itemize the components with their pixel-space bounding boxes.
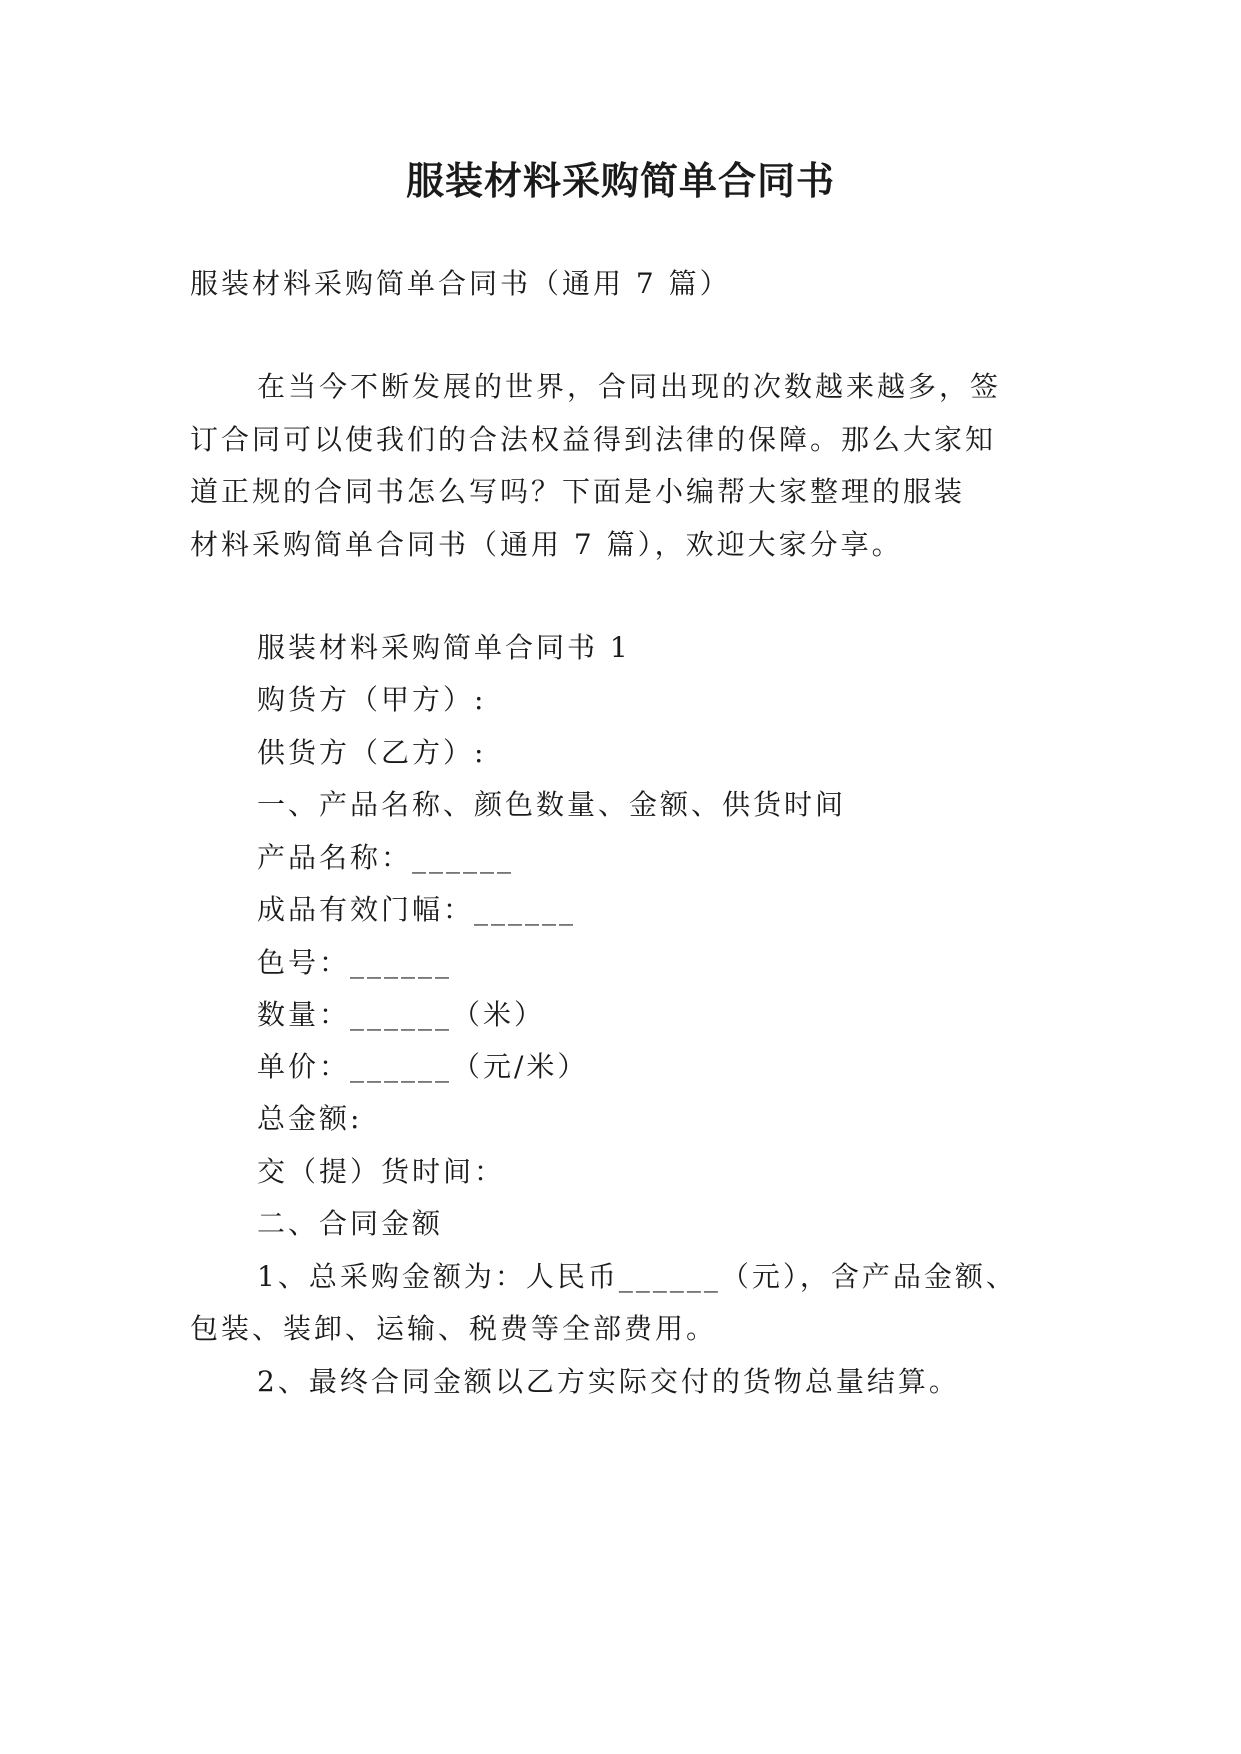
- clause-one-heading: 一、产品名称、颜色数量、金额、供货时间: [257, 788, 847, 821]
- clause-two-item-2: 2、最终合同金额以乙方实际交付的货物总量结算。: [257, 1365, 960, 1398]
- delivery-time-field: 交（提）货时间：: [257, 1155, 506, 1188]
- intro-line-4: 材料采购简单合同书（通用 7 篇），欢迎大家分享。: [190, 528, 903, 561]
- intro-line-3: 道正规的合同书怎么写吗？下面是小编帮大家整理的服装: [190, 475, 966, 508]
- supplier-field: 供货方（乙方）:: [257, 736, 487, 769]
- quantity-field: 数量：______（米）: [257, 998, 546, 1031]
- clause-two-item-1-cont: 包装、装卸、运输、税费等全部费用。: [190, 1312, 718, 1345]
- color-number-field: 色号：______: [257, 946, 453, 979]
- buyer-field: 购货方（甲方）:: [257, 683, 487, 716]
- clause-two-item-1: 1、总采购金额为：人民币______（元），含产品金额、: [257, 1260, 1017, 1293]
- document-title: 服装材料采购简单合同书: [405, 159, 835, 203]
- clause-two-heading: 二、合同金额: [257, 1207, 444, 1240]
- document-subtitle: 服装材料采购简单合同书（通用 7 篇）: [190, 267, 731, 300]
- section-heading: 服装材料采购简单合同书 1: [257, 631, 631, 664]
- width-field: 成品有效门幅：______: [257, 893, 577, 926]
- intro-line-1: 在当今不断发展的世界，合同出现的次数越来越多，签: [257, 370, 1002, 403]
- unit-price-field: 单价：______（元/米）: [257, 1050, 589, 1083]
- product-name-field: 产品名称：______: [257, 841, 515, 874]
- total-amount-field: 总金额:: [257, 1102, 363, 1135]
- intro-line-2: 订合同可以使我们的合法权益得到法律的保障。那么大家知: [190, 423, 997, 456]
